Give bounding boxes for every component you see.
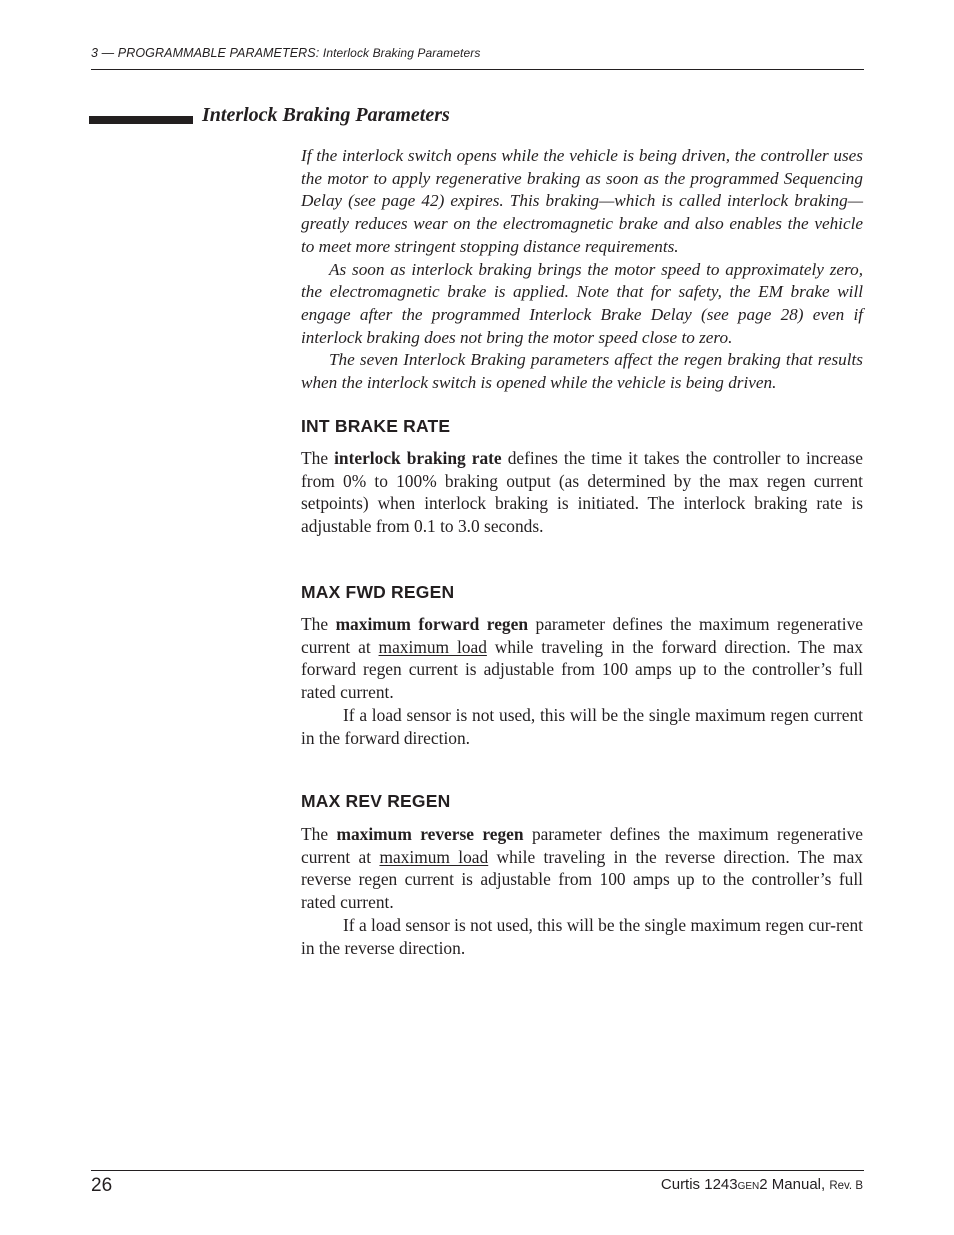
intro-paragraph-2: As soon as interlock braking brings the motor speed to approximately zero, the electromagnetic brake is applied. Note that for safety, the EM brake will engage after the programmed Interlock Brake Delay (see page 28) even if interlock braking does not bring the motor speed close to zero.	[301, 259, 863, 347]
max-fwd-regen-body-b: while traveling in the forward direction. The max forward regen current is adjustable from 100 amps up to the controller’s full rated current.	[301, 636, 863, 703]
manual-name-a: Curtis 1243	[660, 1176, 738, 1193]
int-brake-rate-body: defines the time it takes the controller to increase from 0% to 100% braking output (as determined by the max regen current setpoints) when interlock braking is initiated. The interlock braking rate is adjustable from 0.1 to 3.0 seconds.	[301, 448, 863, 537]
intro-block	[301, 145, 863, 395]
manual-revision: Rev. B	[829, 1180, 863, 1192]
manual-title	[661, 1176, 863, 1193]
manual-name-b: 2 Manual,	[759, 1176, 826, 1193]
running-header	[91, 46, 864, 60]
max-fwd-regen-body-a: parameter defines the maximum regenerative current at	[301, 614, 863, 657]
header-rule	[91, 69, 864, 70]
header-chapter: 3 — PROGRAMMABLE PARAMETERS:	[91, 46, 320, 60]
section-marker-bar	[89, 116, 193, 124]
max-rev-regen-heading: MAX REV REGEN	[301, 791, 451, 811]
max-rev-regen-paragraph	[301, 823, 863, 914]
term-interlock-braking-rate: interlock braking rate	[334, 448, 502, 468]
lead-word: The	[301, 614, 329, 634]
int-brake-rate-paragraph	[301, 447, 863, 538]
int-brake-rate-block	[301, 447, 863, 538]
term-maximum-forward-regen: maximum forward regen	[335, 614, 528, 634]
term-maximum-reverse-regen: maximum reverse regen	[336, 824, 524, 844]
max-fwd-regen-heading: MAX FWD REGEN	[301, 582, 455, 602]
max-rev-regen-body-a: parameter defines the maximum regenerative current at	[301, 824, 863, 867]
footer-rule	[91, 1170, 864, 1171]
maximum-load-link[interactable]: maximum load	[378, 636, 487, 657]
max-rev-regen-body-b: while traveling in the reverse direction. The max reverse regen current is adjustable from 100 amps up to the controller’s full rated current.	[301, 846, 863, 913]
intro-paragraph-3: The seven Interlock Braking parameters affect the regen braking that results when the interlock switch is opened while the vehicle is being driven.	[301, 350, 863, 393]
maximum-load-link[interactable]: maximum load	[379, 846, 489, 867]
lead-word: The	[301, 824, 329, 844]
page-number: 26	[91, 1175, 113, 1196]
max-fwd-regen-block	[301, 613, 863, 749]
max-rev-regen-block	[301, 823, 863, 959]
max-rev-regen-note: If a load sensor is not used, this will be the single maximum regen cur-rent in the reverse direction.	[301, 914, 863, 958]
section-title: Interlock Braking Parameters	[202, 104, 450, 126]
int-brake-rate-heading: INT BRAKE RATE	[301, 416, 451, 436]
manual-gen: GEN	[737, 1181, 760, 1192]
lead-word: The	[301, 448, 329, 468]
intro-paragraph-1: If the interlock switch opens while the vehicle is being driven, the controller uses the motor to apply regenerative braking as soon as the programmed Sequencing Delay (see page 42) expires. This braking—which is called interlock braking—greatly reduces wear on the electromagnetic brake and also enables the vehicle to meet more stringent stopping distance requirements.	[301, 146, 863, 256]
header-section: Interlock Braking Parameters	[322, 46, 481, 60]
max-fwd-regen-note: If a load sensor is not used, this will be the single maximum regen current in the forward direction.	[301, 704, 863, 748]
max-fwd-regen-paragraph	[301, 613, 863, 704]
